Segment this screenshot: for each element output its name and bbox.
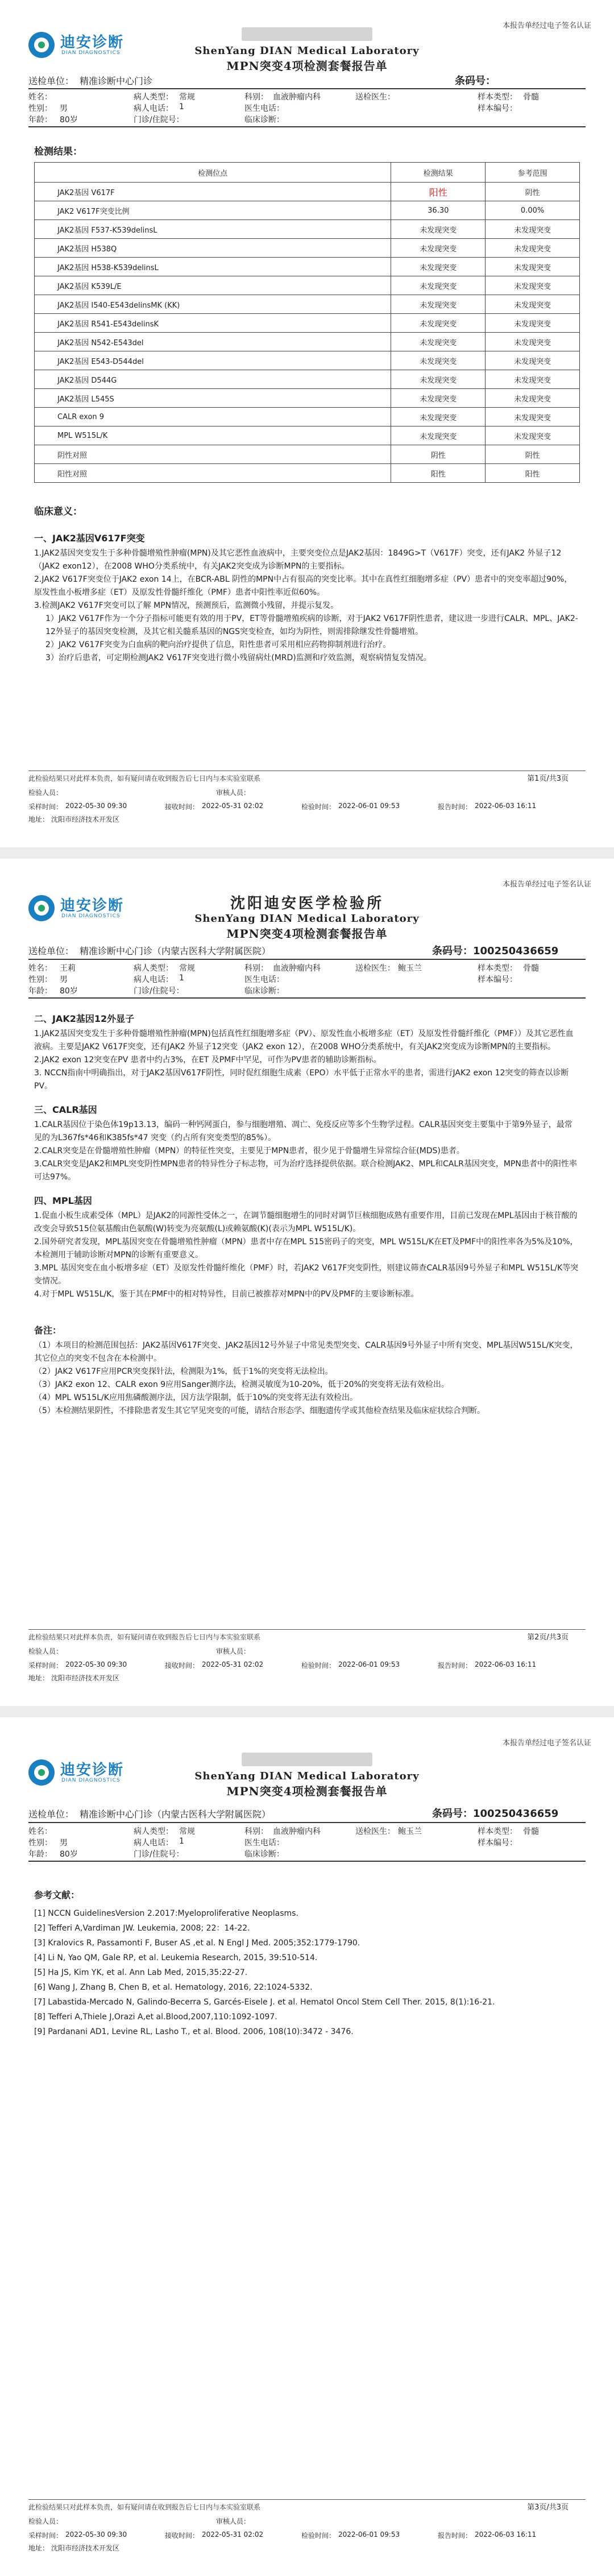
references (34, 1888, 580, 2039)
header-site: 检测位点 (35, 163, 391, 183)
clinical-section-1 (34, 532, 580, 665)
result-value-cell: 未发现突变 (391, 258, 486, 276)
lab-name (0, 1753, 614, 1770)
result-value-cell: 未发现突变 (391, 370, 486, 389)
doctor-label: 医生电话： (244, 975, 284, 984)
test-label: 检验时间： (301, 803, 336, 811)
dept-value: 血液肿瘤内科 (273, 964, 321, 973)
type-value: 常规 (179, 93, 195, 102)
diag-label: 临床诊断： (244, 1850, 284, 1859)
collect-label: 采样时间： (28, 803, 63, 811)
result-value-cell: 未发现突变 (391, 239, 486, 258)
table-row (35, 351, 580, 370)
send-unit-label: 送检单位： (28, 946, 74, 956)
doctor-label: 医生电话： (244, 1838, 284, 1848)
e-signature-note: 本报告单经过电子签名认证 (502, 22, 591, 30)
reviewer-label: 审核人员： (216, 2517, 251, 2525)
note-5: （5）本检测结果阴性，不排除患者发生其它罕见突变的可能，请结合形态学、细胞遗传学或其他检查结果及临床症状综合判断。 (34, 1406, 485, 1415)
age-value: 80岁 (60, 1850, 78, 1859)
page-number: 第1页/共3页 (527, 775, 569, 783)
result-site-cell: JAK2基因 R541-E543delinsK (35, 314, 391, 333)
result-site-cell: JAK2基因 N542-E543del (35, 333, 391, 351)
report-time: 2022-06-03 16:11 (475, 2531, 537, 2538)
section-3-p1: 1.CALR基因位于染色体19p13.13，编码一种钙网蛋白，参与细胞增殖、凋亡、免疫反应等多个生物学过程。CALR基因突变主要集中于第9外显子，最常见的为L367fs*46和K385fs*47 突变（约占所有突变类型的85%）。 (34, 1120, 572, 1142)
sample-no-label: 样本编号： (478, 1838, 517, 1848)
result-site-cell: JAK2基因 D544G (35, 370, 391, 389)
reference-1: [1] NCCN GuidelinesVersion 2.2017:Myeloproliferative Neoplasms. (34, 1909, 298, 1918)
name-label: 姓名： (28, 93, 52, 102)
note-3: （3）JAK2 exon 12、CALR exon 9应用Sanger测序法，检测灵敏度为10-20%，低于20%的突变将无法有效检出。 (34, 1380, 449, 1389)
collect-time: 2022-05-30 09:30 (65, 802, 127, 810)
name-label: 姓名： (28, 964, 52, 973)
result-reference-cell: 阴性 (486, 445, 580, 464)
table-row (35, 201, 580, 220)
result-reference-cell: 未发现突变 (486, 333, 580, 351)
inspector-label: 检验人员： (28, 789, 63, 797)
result-site-cell: JAK2基因 E543-D544del (35, 351, 391, 370)
logo-text: 迪安诊断 (60, 1762, 125, 1779)
logo-text: 迪安诊断 (60, 34, 125, 51)
reference-9: [9] Pardanani AD1, Levine RL, Lasho T., et al. Blood. 2006, 108(10):3472 - 3476. (34, 2027, 354, 2036)
references-heading: 参考文献： (34, 1890, 80, 1900)
barcode (432, 943, 558, 958)
lab-name: 沈阳迪安医学检验所 (230, 895, 384, 912)
logo-subtext: DIAN DIAGNOSTICS (61, 913, 121, 919)
bed-label: 病人电话： (134, 1838, 173, 1848)
section-1-p4: 1）JAK2 V617F作为一个分子指标可能更有效的用于PV，ET等骨髓增殖疾病的诊断，对于JAK2 V617F阴性患者，建议进一步进行CALR、MPL、JAK2-12外显子的基因突变检测，及其它相关髓系基因的NGS突变检查，如均为阴性，则需排除继发性骨髓增殖。 (45, 614, 578, 636)
report-label: 报告时间： (438, 2532, 472, 2540)
bed-value: 1 (179, 1837, 184, 1846)
reference-4: [4] Li N, Yao QM, Gale RP, et al. Leukemia Research, 2015, 39:510-514. (34, 1953, 318, 1962)
reference-6: [6] Wang J, Zhang B, Chen B, et al. Hematology, 2016, 22:1024-5332. (34, 1983, 313, 1992)
section-2-p2: 2.JAK2 exon 12突变在PV 患者中约占3%，在ET 及PMF中罕见，可作为PV患者的辅助诊断指标。 (34, 1055, 381, 1065)
age-label: 年龄： (28, 987, 52, 996)
page-number: 第3页/共3页 (527, 2503, 569, 2512)
sample-no-label: 样本编号： (478, 104, 517, 113)
header-reference: 参考范围 (486, 163, 580, 183)
type-value: 常规 (179, 1827, 195, 1836)
gender-label: 性别： (28, 104, 52, 113)
table-row (35, 333, 580, 351)
dept-label: 科别： (244, 93, 268, 102)
result-value-cell: 未发现突变 (391, 408, 486, 426)
result-value-cell: 未发现突变 (391, 333, 486, 351)
results-table (34, 162, 580, 483)
name-label: 姓名： (28, 1827, 52, 1836)
sample-label: 样本类型： (478, 1827, 517, 1836)
gender-value: 男 (60, 104, 68, 113)
report-header (0, 892, 614, 941)
barcode (432, 1805, 558, 1820)
sample-label: 样本类型： (478, 964, 517, 973)
result-site-cell: JAK2基因 V617F (35, 183, 391, 201)
report-label: 报告时间： (438, 803, 472, 811)
inspector-label: 检验人员： (28, 2517, 63, 2525)
receive-time: 2022-05-31 02:02 (202, 2531, 264, 2538)
result-value-cell: 未发现突变 (391, 426, 486, 445)
age-value: 80岁 (60, 115, 78, 125)
section-3-p3: 3.CALR突变是JAK2和MPL突变阴性MPN患者的特异性分子标志物，可为治疗选择提供依据。联合检测JAK2、MPL和CALR基因突变，MPN患者中的阳性率可达97%。 (34, 1159, 577, 1182)
page-gap (0, 1706, 614, 1717)
doctor-name-value: 鲍玉兰 (398, 1827, 422, 1836)
room-label: 门诊/住院号： (134, 987, 184, 996)
result-site-cell: MPL W515L/K (35, 426, 391, 445)
section-1-title: 一、JAK2基因V617F突变 (34, 533, 145, 544)
result-value-cell: 未发现突变 (391, 351, 486, 370)
table-row (35, 370, 580, 389)
reference-7: [7] Labastida-Mercado N, Galindo-Becerra S, Garcés-Eisele J. et al. Hematol Oncol Stem Cell Ther. 2015, 8(1):16-21. (34, 1998, 495, 2007)
receive-label: 接收时间： (165, 2532, 200, 2540)
room-label: 门诊/住院号： (134, 115, 184, 125)
diag-label: 临床诊断： (244, 115, 284, 125)
lab-name-en: ShenYang DIAN Medical Laboratory (194, 1770, 420, 1782)
barcode-label: 条码号： (432, 945, 473, 957)
result-reference-cell: 未发现突变 (486, 408, 580, 426)
type-value: 常规 (179, 964, 195, 973)
page-number: 第2页/共3页 (527, 1633, 569, 1642)
dept-value: 血液肿瘤内科 (273, 93, 321, 102)
table-row (35, 220, 580, 239)
gender-value: 男 (60, 1838, 68, 1848)
divider (28, 88, 586, 89)
bed-label: 病人电话： (134, 975, 173, 984)
section-1-p6: 3）治疗后患者，可定期检测JAK2 V617F突变进行微小残留病灶(MRD)监测和疗效监测，观察病情复发情况。 (45, 653, 432, 662)
reference-2: [2] Tefferi A,Vardiman JW. Leukemia, 2008; 22：14-22. (34, 1924, 250, 1933)
result-value-cell: 36.30 (391, 201, 486, 220)
result-reference-cell: 阴性 (486, 183, 580, 201)
e-signature-note: 本报告单经过电子签名认证 (502, 1739, 591, 1747)
result-value-cell: 阳性 (391, 183, 486, 201)
inspector-label: 检验人员： (28, 1647, 63, 1655)
report-label: 报告时间： (438, 1662, 472, 1670)
table-row (35, 389, 580, 408)
result-site-cell: JAK2基因 F537-K539delinsL (35, 220, 391, 239)
result-value-cell: 未发现突变 (391, 295, 486, 314)
result-reference-cell: 未发现突变 (486, 351, 580, 370)
lab-name (0, 27, 614, 45)
doctor-name-label: 送检医生： (355, 964, 395, 973)
address-label: 地址： (28, 1674, 49, 1682)
page-gap (0, 847, 614, 859)
dept-label: 科别： (244, 1827, 268, 1836)
report-page-3 (0, 1717, 614, 2576)
table-row (35, 239, 580, 258)
result-value-cell: 阴性 (391, 445, 486, 464)
test-time: 2022-06-01 09:53 (338, 802, 400, 810)
table-row (35, 426, 580, 445)
result-reference-cell: 未发现突变 (486, 276, 580, 295)
clinical-heading: 临床意义： (34, 506, 82, 517)
test-label: 检验时间： (301, 2532, 336, 2540)
bed-value: 1 (179, 974, 184, 983)
table-row (35, 295, 580, 314)
result-value-cell: 未发现突变 (391, 276, 486, 295)
section-4-p4: 4.对于MPL W515L/K，鉴于其在PMF中的相对特异性，目前已被推荐对MPN中的PV及PMF的主要诊断标准。 (34, 1290, 419, 1299)
address-value: 沈阳市经济技术开发区 (51, 1674, 120, 1682)
result-site-cell: 阴性对照 (35, 445, 391, 464)
send-unit-value: 精准诊断中心门诊 (80, 76, 153, 86)
result-site-cell: JAK2基因 H538Q (35, 239, 391, 258)
note-2: （2）JAK2 V617F应用PCR突变探针法，检测限为1%，低于1%的突变将无法检出。 (34, 1367, 333, 1376)
test-label: 检验时间： (301, 1662, 336, 1670)
type-label: 病人类型： (134, 93, 173, 102)
result-reference-cell: 0.00% (486, 201, 580, 220)
section-2-p3: 3. NCCN指南中明确指出，对于JAK2基因V617F阴性，同时促红细胞生成素（EPO）水平低于正常水平的患者，需进行JAK2 exon 12突变的筛查以诊断PV。 (34, 1068, 569, 1091)
section-2-p1: 1.JAK2基因突变发生于多种骨髓增殖性肿瘤(MPN)包括真性红细胞增多症（PV）、原发性血小板增多症（ET）及原发性骨髓纤维化（PMF））及其它恶性血液病。主要是JAK2 V617F突变，还有JAK2 外显子12突变（JAK2 exon 12），在2008 WHO分类系统中，有关JAK2突变成为诊断MPN的主要指标。 (34, 1029, 574, 1051)
table-row (35, 408, 580, 426)
result-site-cell: JAK2 V617F突变比例 (35, 201, 391, 220)
result-value-cell: 未发现突变 (391, 220, 486, 239)
result-site-cell: CALR exon 9 (35, 408, 391, 426)
reviewer-label: 审核人员： (216, 1647, 251, 1655)
collect-label: 采样时间： (28, 1662, 63, 1670)
age-label: 年龄： (28, 115, 52, 125)
test-time: 2022-06-01 09:53 (338, 2531, 400, 2538)
send-unit-value: 精准诊断中心门诊（内蒙古医科大学附属医院） (80, 1809, 271, 1820)
lab-name-en: ShenYang DIAN Medical Laboratory (194, 913, 420, 925)
send-unit-value: 精准诊断中心门诊（内蒙古医科大学附属医院） (80, 946, 271, 956)
type-label: 病人类型： (134, 964, 173, 973)
table-row (35, 445, 580, 464)
gender-label: 性别： (28, 1838, 52, 1848)
receive-time: 2022-05-31 02:02 (202, 1660, 264, 1668)
receive-label: 接收时间： (165, 803, 200, 811)
type-label: 病人类型： (134, 1827, 173, 1836)
send-unit-label: 送检单位： (28, 76, 74, 86)
result-reference-cell: 未发现突变 (486, 426, 580, 445)
lab-name-en: ShenYang DIAN Medical Laboratory (194, 45, 420, 57)
age-value: 80岁 (60, 987, 78, 996)
report-page-2 (0, 859, 614, 1706)
result-site-cell: JAK2基因 I540-E543delinsMK (KK) (35, 295, 391, 314)
footer-divider (28, 2499, 586, 2500)
report-title: MPN突变4项检测套餐报告单 (226, 1784, 388, 1798)
divider (28, 959, 586, 960)
report-page-1 (0, 0, 614, 847)
doctor-name-value: 鲍玉兰 (398, 964, 422, 973)
logo-text: 迪安诊断 (60, 897, 125, 914)
section-3-title: 三、CALR基因 (34, 1104, 97, 1115)
divider (28, 1861, 586, 1862)
address-value: 沈阳市经济技术开发区 (51, 815, 120, 823)
section-1-p1: 1.JAK2基因突变发生于多种骨髓增殖性肿瘤(MPN)及其它恶性血液病中，主要突变位点是JAK2基因：1849G>T（V617F）突变，还有JAK2 外显子12（JAK2 exon12），在2008 WHO分类系统中，有关JAK2突变成为诊断MPN的主要指标。 (34, 549, 562, 571)
send-unit-label: 送检单位： (28, 1809, 74, 1820)
note-4: （4）MPL W515L/K应用焦磷酸测序法，因方法学限制，低于10%的突变将无法有效检出。 (34, 1393, 358, 1402)
table-row (35, 183, 580, 201)
note-1: （1）本项目的检测范围包括：JAK2基因V617F突变、JAK2基因12号外显子中常见类型突变、CALR基因9号外显子中所有突变、MPL基因W515L/K突变，其它位点的突变不包含在本检测中。 (34, 1341, 578, 1363)
reference-5: [5] Ha JS, Kim YK, et al. Ann Lab Med, 2015,35:22-27. (34, 1968, 248, 1977)
result-reference-cell: 未发现突变 (486, 220, 580, 239)
bed-value: 1 (179, 102, 184, 111)
section-1-p2: 2.JAK2 V617F突变位于JAK2 exon 14上，在BCR-ABL 阴性的MPN中占有很高的突变比率。其中在真性红细胞增多症（PV）患者中的突变率超过90%，原发性血小板增多症（ET）及原发性骨髓纤维化（PMF）患者中阳性率近似60%。 (34, 575, 572, 597)
result-site-cell: JAK2基因 L545S (35, 389, 391, 408)
receive-time: 2022-05-31 02:02 (202, 802, 264, 810)
section-1-p3: 3.检测JAK2 V617F突变可以了解 MPN情况，预测预后，监测微小残留，并提示复发。 (34, 601, 339, 610)
collect-label: 采样时间： (28, 2532, 63, 2540)
result-value-cell: 未发现突变 (391, 314, 486, 333)
result-reference-cell: 未发现突变 (486, 295, 580, 314)
logo-subtext: DIAN DIAGNOSTICS (61, 1778, 121, 1783)
divider (28, 997, 586, 999)
section-4-p1: 1.促血小板生成素受体（MPL）是JAK2的同源性受体之一，在调节髓细胞增生的同时对调节巨核细胞成熟有重要作用，目前已发现在MPL基因由于核苷酸的改变会导致515位氨基酸由色氨酸(W)转变为亮氨酸(L)或赖氨酸(K)(表示为MPL W515L/K)。 (34, 1211, 578, 1233)
report-time: 2022-06-03 16:11 (475, 1660, 537, 1668)
result-reference-cell: 未发现突变 (486, 370, 580, 389)
table-row (35, 276, 580, 295)
section-1-p5: 2）JAK2 V617F突变为白血病的靶向治疗提供了信息，阳性患者可采用相应药物抑制剂进行治疗。 (45, 640, 391, 649)
doctor-name-label: 送检医生： (355, 93, 395, 102)
address-label: 地址： (28, 2544, 49, 2552)
table-row (35, 314, 580, 333)
e-signature-note: 本报告单经过电子签名认证 (502, 880, 591, 889)
result-reference-cell: 未发现突变 (486, 239, 580, 258)
receive-label: 接收时间： (165, 1662, 200, 1670)
results-header-row (35, 163, 580, 183)
sample-no-label: 样本编号： (478, 975, 517, 984)
sample-label: 样本类型： (478, 93, 517, 102)
report-header (0, 27, 614, 73)
gender-label: 性别： (28, 975, 52, 984)
result-reference-cell: 未发现突变 (486, 389, 580, 408)
logo-subtext: DIAN DIAGNOSTICS (61, 50, 121, 56)
doctor-label: 医生电话： (244, 104, 284, 113)
collect-time: 2022-05-30 09:30 (65, 2531, 127, 2538)
room-label: 门诊/住院号： (134, 1850, 184, 1859)
result-reference-cell: 阳性 (486, 464, 580, 483)
disclaimer: 此检验结果只对此样本负责，如有疑问请在收到报告后七日内与本实验室联系 (28, 775, 261, 782)
results-heading: 检测结果： (34, 146, 82, 158)
result-site-cell: JAK2基因 H538-K539delinsL (35, 258, 391, 276)
gender-value: 男 (60, 975, 68, 984)
table-row (35, 464, 580, 483)
result-value-cell: 阳性 (391, 464, 486, 483)
report-header (0, 1753, 614, 1799)
name-value: 王莉 (60, 964, 76, 973)
clinical-section-2 (34, 1012, 580, 1418)
diag-label: 临床诊断： (244, 987, 284, 996)
result-reference-cell: 未发现突变 (486, 258, 580, 276)
result-site-cell: 阳性对照 (35, 464, 391, 483)
header-result: 检测结果 (391, 163, 486, 183)
dept-label: 科别： (244, 964, 268, 973)
bed-label: 病人电话： (134, 104, 173, 113)
result-reference-cell: 未发现突变 (486, 314, 580, 333)
section-4-title: 四、MPL基因 (34, 1195, 92, 1206)
barcode-label: 条码号： (455, 75, 496, 87)
sample-value: 骨髓 (523, 1827, 539, 1836)
table-row (35, 258, 580, 276)
barcode-label: 条码号： (432, 1808, 473, 1820)
doctor-name-label: 送检医生： (355, 1827, 395, 1836)
report-title: MPN突变4项检测套餐报告单 (226, 927, 388, 941)
reference-8: [8] Tefferi A,Thiele J,Orazi A,et al.Blood,2007,110:1092-1097. (34, 2012, 277, 2022)
footer-divider (28, 1629, 586, 1630)
disclaimer: 此检验结果只对此样本负责，如有疑问请在收到报告后七日内与本实验室联系 (28, 1633, 261, 1641)
divider (28, 126, 586, 127)
notes-title: 备注： (34, 1325, 62, 1336)
section-3-p2: 2.CALR突变是在骨髓增殖性肿瘤（MPN）的特征性突变，主要见于MPN患者，很少见于骨髓增生异常综合征(MDS)患者。 (34, 1146, 464, 1156)
section-4-p3: 3.MPL 基因突变在血小板增多症（ET）及原发性骨髓纤维化（PMF）时，若JAK2 V617F突变阴性，则建议筛查CALR基因9号外显子和MPL W515L/K等突变情况。 (34, 1264, 579, 1286)
report-title: MPN突变4项检测套餐报告单 (226, 59, 388, 73)
section-4-p2: 2.国外研究者发现，MPL基因突变在骨髓增殖性肿瘤（MPN）患者中存在MPL 515密码子的突变，MPL W515L/K在ET及PMF中的阳性率各为5%及10%，本检测用于辅助诊断对MPN的诊断有重要意义。 (34, 1237, 578, 1260)
collect-time: 2022-05-30 09:30 (65, 1660, 127, 1668)
address-label: 地址： (28, 815, 49, 823)
barcode-value: 100250436659 (473, 1808, 559, 1820)
barcode-value: 100250436659 (473, 945, 559, 957)
test-time: 2022-06-01 09:53 (338, 1660, 400, 1668)
address-value: 沈阳市经济技术开发区 (51, 2544, 120, 2552)
result-site-cell: JAK2基因 K539L/E (35, 276, 391, 295)
disclaimer: 此检验结果只对此样本负责，如有疑问请在收到报告后七日内与本实验室联系 (28, 2503, 261, 2511)
sample-value: 骨髓 (523, 964, 539, 973)
dept-value: 血液肿瘤内科 (273, 1827, 321, 1836)
age-label: 年龄： (28, 1850, 52, 1859)
report-time: 2022-06-03 16:11 (475, 802, 537, 810)
result-value-cell: 未发现突变 (391, 389, 486, 408)
section-2-title: 二、JAK2基因12外显子 (34, 1013, 135, 1024)
reviewer-label: 审核人员： (216, 789, 251, 797)
sample-value: 骨髓 (523, 93, 539, 102)
divider (28, 1822, 586, 1823)
reference-3: [3] Kralovics R, Passamonti F, Buser AS ,et al. N Engl J Med. 2005;352:1779-1790. (34, 1939, 360, 1948)
